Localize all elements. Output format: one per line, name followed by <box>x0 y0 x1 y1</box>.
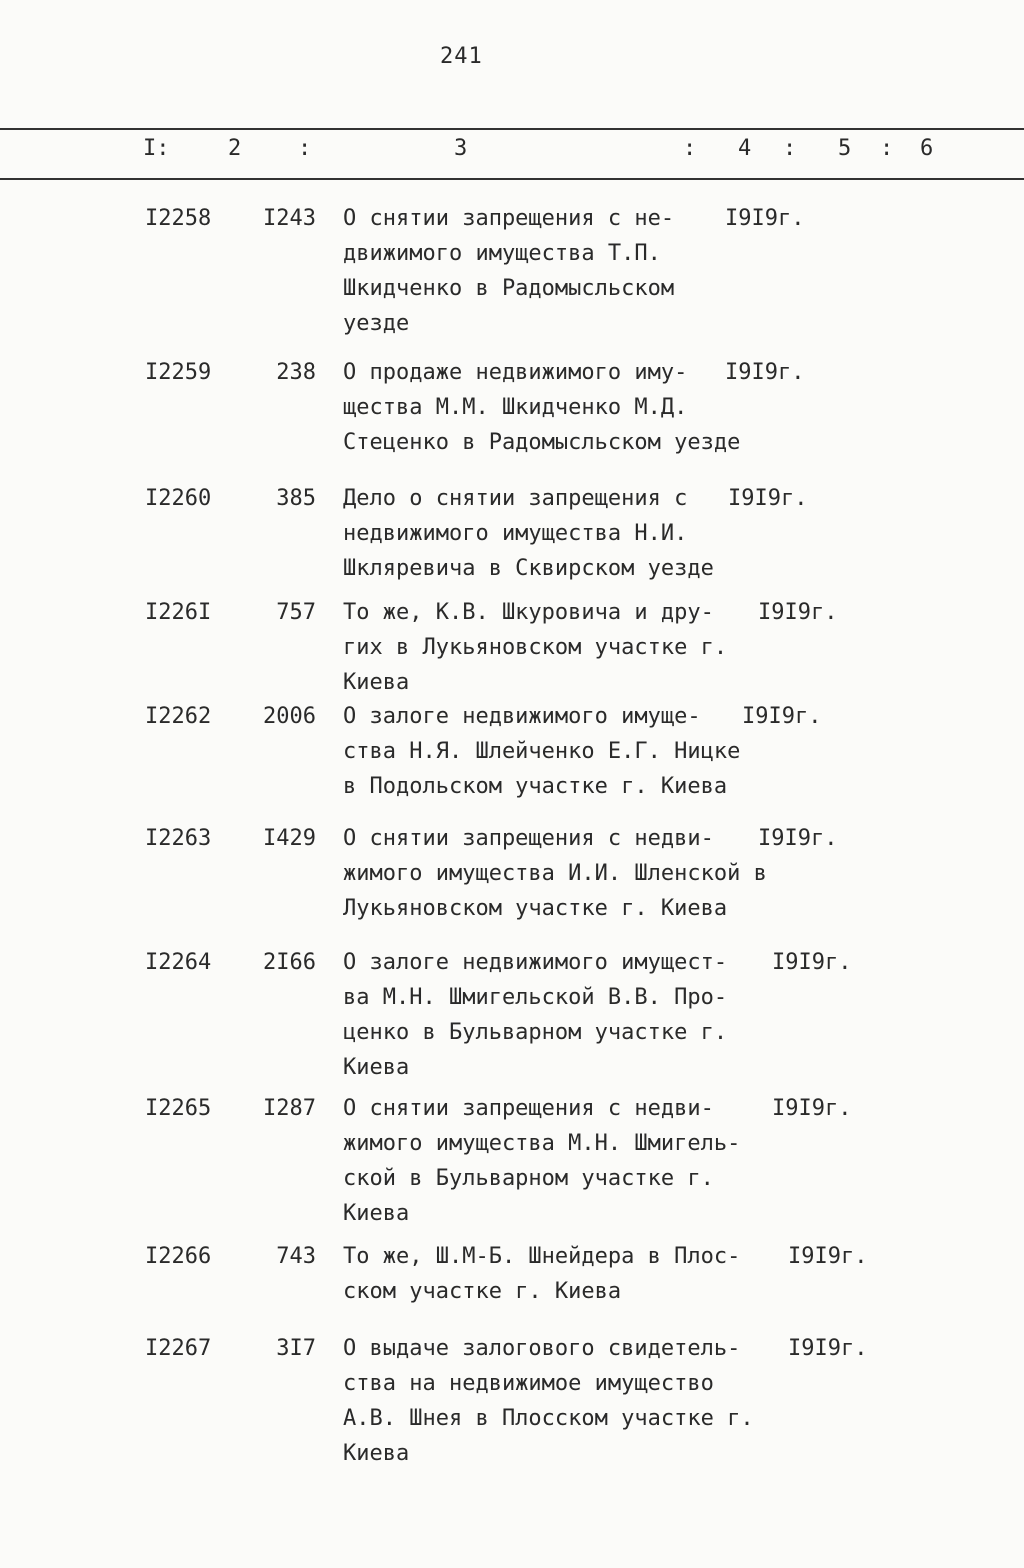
description-line: Стеценко в Радомысльском уезде <box>343 430 741 455</box>
page-number: 241 <box>440 44 483 69</box>
description-line: А.В. Шнея в Плосском участке г. <box>343 1406 754 1431</box>
entry-year: I9I9г. <box>742 704 822 729</box>
entry-year: I9I9г. <box>725 360 805 385</box>
entry-year: I9I9г. <box>725 206 805 231</box>
description-line: Киева <box>343 1201 410 1226</box>
entry-number: I2267 <box>145 1336 212 1361</box>
entry-reference: I429 <box>263 826 316 851</box>
header-top-rule <box>0 128 1024 130</box>
entry-number: I2258 <box>145 206 212 231</box>
description-line: ва М.Н. Шмигельской В.В. Про- <box>343 985 728 1010</box>
entry-reference: I243 <box>263 206 316 231</box>
header-col6: 6 <box>920 136 934 161</box>
entry-reference: 743 <box>276 1244 316 1269</box>
description-line: уезде <box>343 311 410 336</box>
description-line: гих в Лукьяновском участке г. <box>343 635 728 660</box>
entry-reference: I287 <box>263 1096 316 1121</box>
description-line: Шкляревича в Сквирском уезде <box>343 556 714 581</box>
header-col4: 4 <box>738 136 752 161</box>
entry-year: I9I9г. <box>772 950 852 975</box>
description-line: Шкидченко в Радомысльском <box>343 276 675 301</box>
entry-number: I2264 <box>145 950 212 975</box>
entry-description <box>343 486 903 591</box>
description-line: Киева <box>343 670 410 695</box>
description-line: Киева <box>343 1055 410 1080</box>
description-line: ском участке г. Киева <box>343 1279 622 1304</box>
description-line: О снятии запрещения с не- <box>343 206 675 231</box>
header-col3: 3 <box>454 136 468 161</box>
description-line: Лукьяновском участке г. Киева <box>343 896 728 921</box>
description-line: О выдаче залогового свидетель- <box>343 1336 741 1361</box>
entry-reference: 238 <box>276 360 316 385</box>
entry-year: I9I9г. <box>758 826 838 851</box>
entry-number: I2259 <box>145 360 212 385</box>
description-line: недвижимого имущества Н.И. <box>343 521 688 546</box>
entry-year: I9I9г. <box>788 1244 868 1269</box>
description-line: Дело о снятии запрещения с <box>343 486 688 511</box>
entry-number: I2262 <box>145 704 212 729</box>
header-col5: 5 <box>838 136 852 161</box>
description-line: щества М.М. Шкидченко М.Д. <box>343 395 688 420</box>
entry-number: I226I <box>145 600 212 625</box>
description-line: Киева <box>343 1441 410 1466</box>
description-line: ства Н.Я. Шлейченко Е.Г. Ницке <box>343 739 741 764</box>
description-line: То же, Ш.М-Б. Шнейдера в Плос- <box>343 1244 741 1269</box>
entry-number: I2265 <box>145 1096 212 1121</box>
entry-reference: 757 <box>276 600 316 625</box>
entry-reference: 3I7 <box>276 1336 316 1361</box>
description-line: жимого имущества М.Н. Шмигель- <box>343 1131 741 1156</box>
description-line: ства на недвижимое имущество <box>343 1371 714 1396</box>
header-sep1: : <box>298 136 312 161</box>
description-line: О продаже недвижимого иму- <box>343 360 688 385</box>
entry-number: I2266 <box>145 1244 212 1269</box>
description-line: ской в Бульварном участке г. <box>343 1166 714 1191</box>
description-line: О снятии запрещения с недви- <box>343 826 714 851</box>
header-col1: I: <box>143 136 170 161</box>
header-sep4: : <box>880 136 894 161</box>
entry-reference: 2006 <box>263 704 316 729</box>
entry-year: I9I9г. <box>788 1336 868 1361</box>
entry-description <box>343 360 903 465</box>
description-line: То же, К.В. Шкуровича и дру- <box>343 600 714 625</box>
entry-reference: 385 <box>276 486 316 511</box>
description-line: О залоге недвижимого имущест- <box>343 950 728 975</box>
header-bottom-rule <box>0 178 1024 180</box>
description-line: в Подольском участке г. Киева <box>343 774 728 799</box>
description-line: движимого имущества Т.П. <box>343 241 661 266</box>
description-line: жимого имущества И.И. Шленской в <box>343 861 767 886</box>
entry-year: I9I9г. <box>758 600 838 625</box>
entry-year: I9I9г. <box>772 1096 852 1121</box>
header-sep2: : <box>683 136 697 161</box>
description-line: О залоге недвижимого имуще- <box>343 704 701 729</box>
column-header <box>0 136 1024 166</box>
entry-number: I2260 <box>145 486 212 511</box>
description-line: О снятии запрещения с недви- <box>343 1096 714 1121</box>
header-sep3: : <box>783 136 797 161</box>
entry-description <box>343 206 903 346</box>
entry-year: I9I9г. <box>728 486 808 511</box>
entry-reference: 2I66 <box>263 950 316 975</box>
description-line: ценко в Бульварном участке г. <box>343 1020 728 1045</box>
header-col2: 2 <box>228 136 242 161</box>
entry-number: I2263 <box>145 826 212 851</box>
